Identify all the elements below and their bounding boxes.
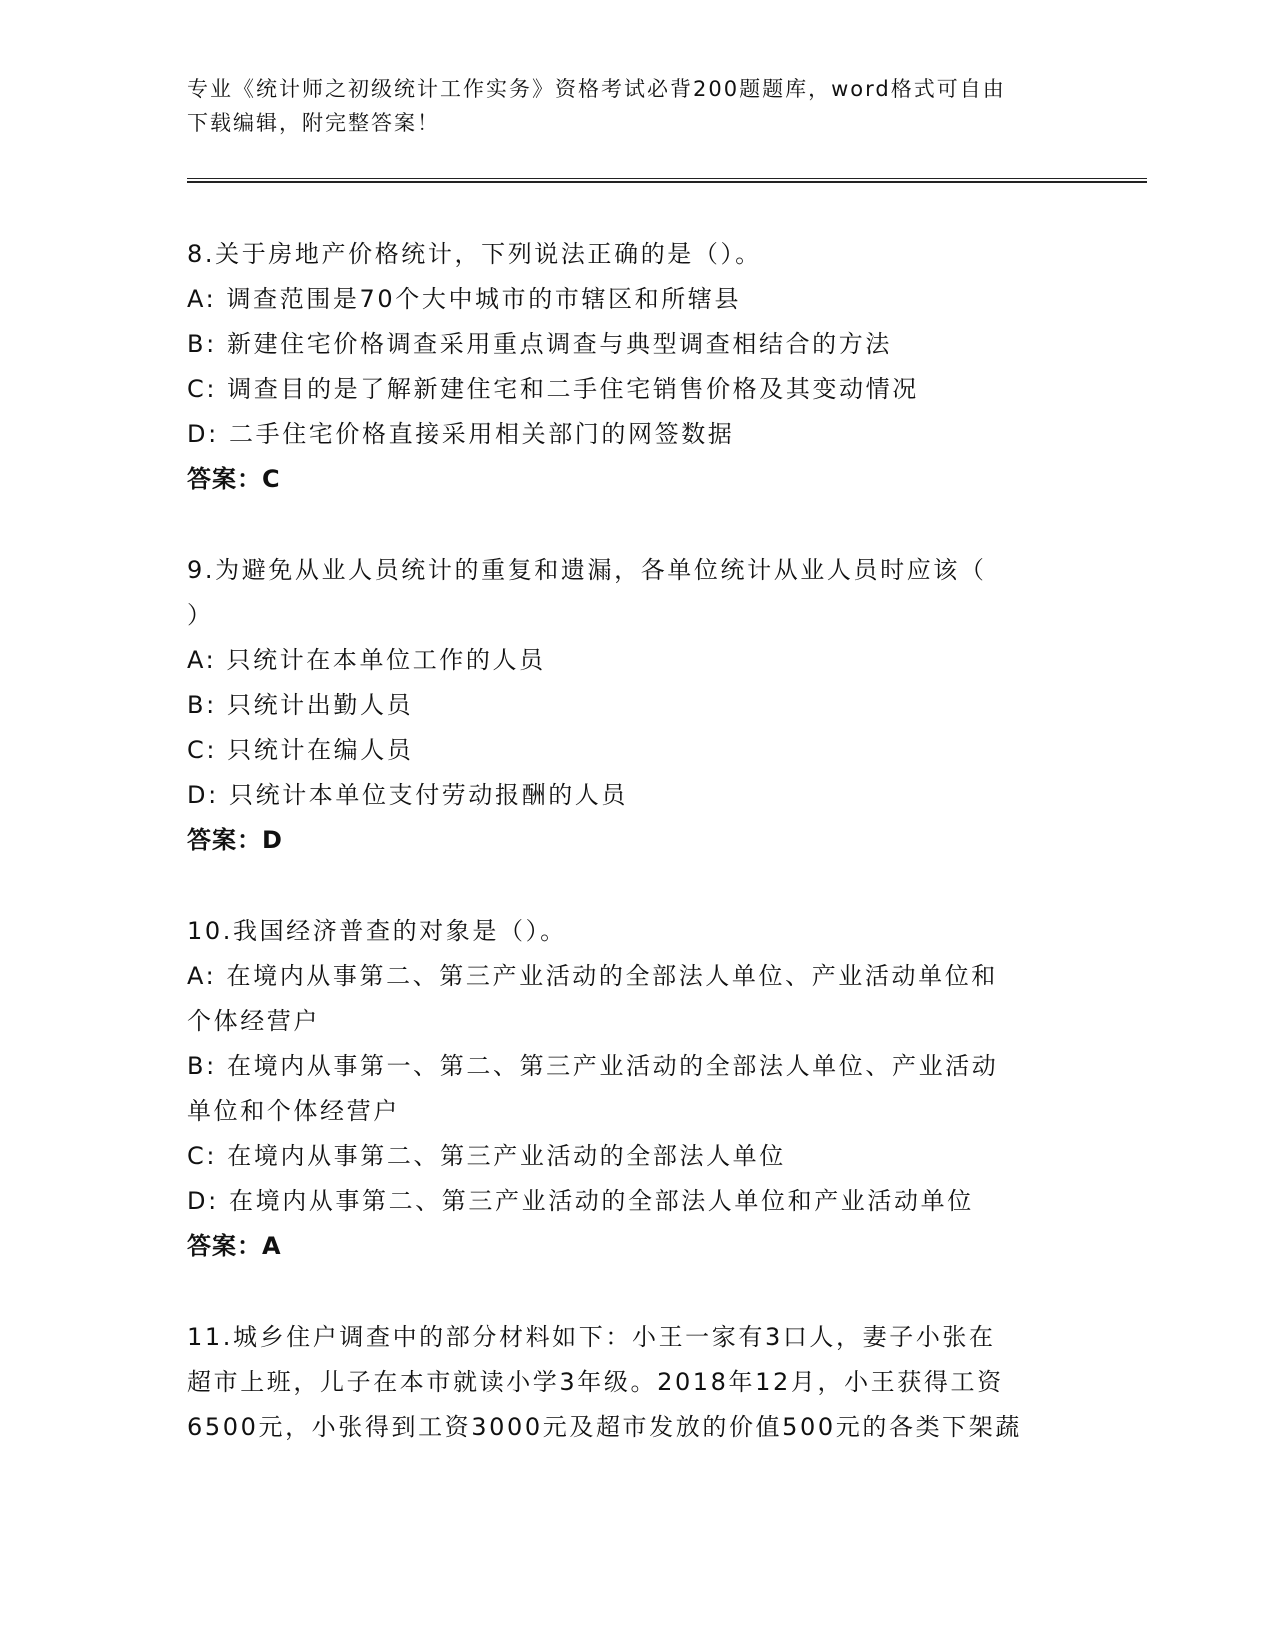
question-list: [187, 232, 1087, 1450]
question-text: 11.城乡住户调查中的部分材料如下：小王一家有3口人，妻子小张在: [187, 1323, 996, 1351]
question-text: 10.我国经济普查的对象是（）。: [187, 917, 567, 945]
question-text-continued: 6500元，小张得到工资3000元及超市发放的价值500元的各类下架蔬: [187, 1413, 1022, 1441]
question-10: [187, 909, 1087, 1269]
question-text: 8.关于房地产价格统计，下列说法正确的是（）。: [187, 240, 762, 268]
question-text-continued: ）: [187, 601, 214, 629]
question-11: [187, 1315, 1087, 1450]
option-b: B: 新建住宅价格调查采用重点调查与典型调查相结合的方法: [187, 330, 892, 358]
header-divider: [187, 178, 1147, 183]
answer: 答案：C: [187, 465, 281, 493]
question-gap: [187, 863, 1087, 909]
option-b-continued: 单位和个体经营户: [187, 1097, 400, 1125]
option-a: A: 只统计在本单位工作的人员: [187, 646, 546, 674]
header-title-line-2: 下载编辑，附完整答案！: [187, 111, 440, 135]
question-text-continued: 超市上班，儿子在本市就读小学3年级。2018年12月，小王获得工资: [187, 1368, 1004, 1396]
option-d: D: 在境内从事第二、第三产业活动的全部法人单位和产业活动单位: [187, 1187, 974, 1215]
option-b: B: 只统计出勤人员: [187, 691, 414, 719]
option-c: C: 只统计在编人员: [187, 736, 414, 764]
option-a: A: 调查范围是70个大中城市的市辖区和所辖县: [187, 285, 742, 313]
question-text: 9.为避免从业人员统计的重复和遗漏，各单位统计从业人员时应该（: [187, 556, 987, 584]
option-a: A: 在境内从事第二、第三产业活动的全部法人单位、产业活动单位和: [187, 962, 998, 990]
option-b: B: 在境内从事第一、第二、第三产业活动的全部法人单位、产业活动: [187, 1052, 999, 1080]
answer: 答案：A: [187, 1232, 282, 1260]
option-c: C: 调查目的是了解新建住宅和二手住宅销售价格及其变动情况: [187, 375, 919, 403]
header-title-line-1: 专业《统计师之初级统计工作实务》资格考试必背200题题库，word格式可自由: [187, 77, 1006, 101]
option-a-continued: 个体经营户: [187, 1007, 320, 1035]
option-d: D: 二手住宅价格直接采用相关部门的网签数据: [187, 420, 735, 448]
question-gap: [187, 502, 1087, 548]
answer: 答案：D: [187, 826, 283, 854]
question-gap: [187, 1269, 1087, 1315]
option-c: C: 在境内从事第二、第三产业活动的全部法人单位: [187, 1142, 786, 1170]
question-9: [187, 548, 1087, 863]
document-header: [187, 72, 1067, 140]
option-d: D: 只统计本单位支付劳动报酬的人员: [187, 781, 628, 809]
question-8: [187, 232, 1087, 502]
